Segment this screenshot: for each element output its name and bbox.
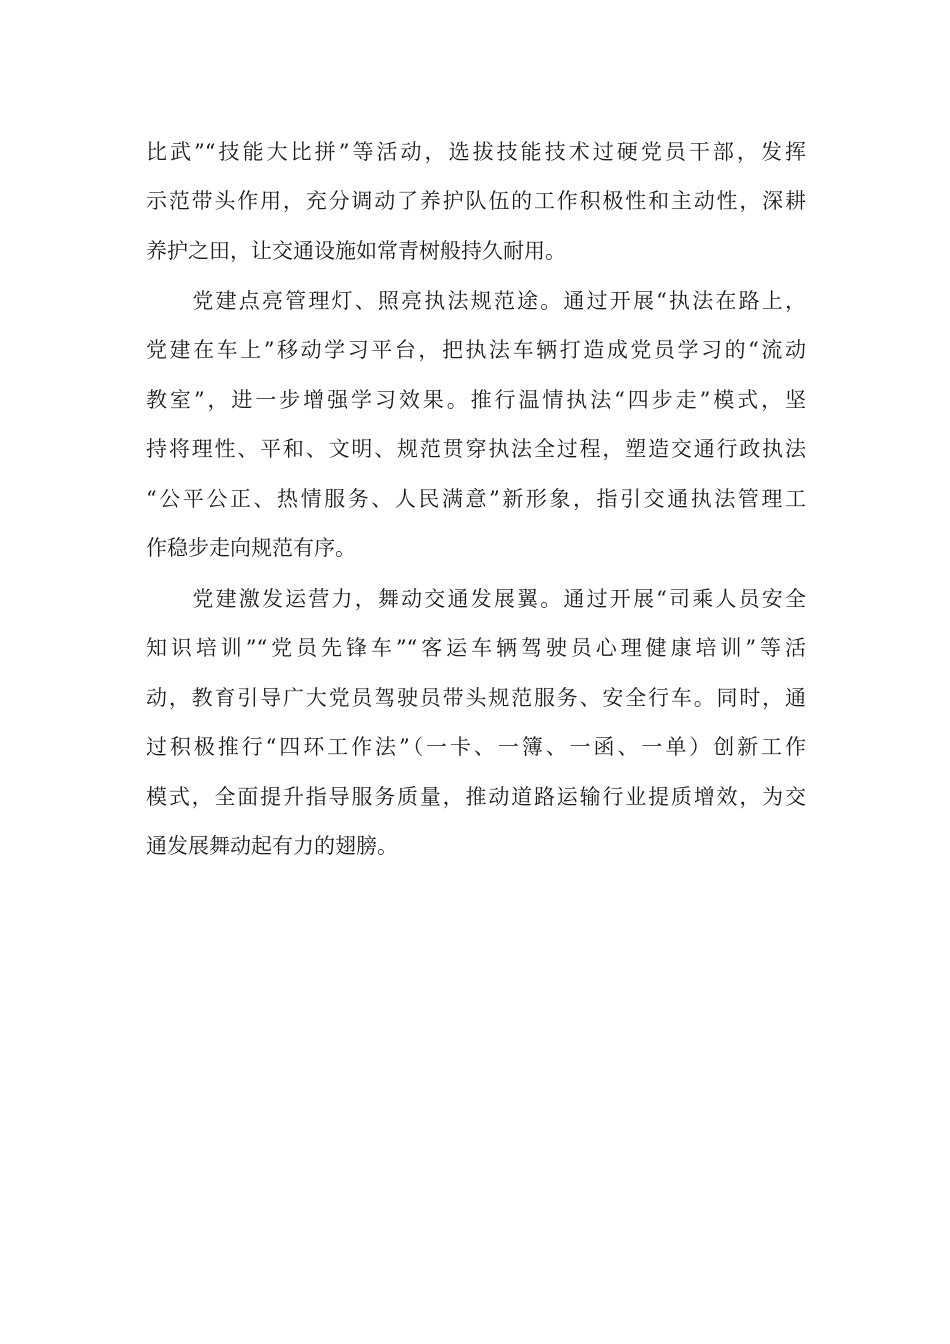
paragraph-2-line-1: 党建点亮管理灯、照亮执法规范途。通过开展“执法在路上， [146, 289, 806, 313]
paragraph-3-line-3: 动，教育引导广大党员驾驶员带头规范服务、安全行车。同时，通 [146, 686, 806, 710]
paragraph-3-line-4: 过积极推行“四环工作法”（一卡、一簿、一函、一单）创新工作 [146, 735, 806, 759]
paragraph-1-line-2: 示范带头作用，充分调动了养护队伍的工作积极性和主动性，深耕 [146, 189, 806, 213]
paragraph-2-line-3: 教室”，进一步增强学习效果。推行温情执法“四步走”模式，坚 [146, 388, 806, 412]
paragraph-3-line-6: 通发展舞动起有力的翅膀。 [146, 834, 398, 858]
paragraph-2-line-2: 党建在车上”移动学习平台，把执法车辆打造成党员学习的“流动 [146, 338, 806, 362]
paragraph-1-line-3: 养护之田，让交通设施如常青树般持久耐用。 [146, 239, 566, 263]
paragraph-3-line-1: 党建激发运营力，舞动交通发展翼。通过开展“司乘人员安全 [146, 587, 806, 611]
paragraph-2-line-5: “公平公正、热情服务、人民满意”新形象，指引交通执法管理工 [146, 487, 806, 511]
paragraph-3-line-2: 知识培训”“党员先锋车”“客运车辆驾驶员心理健康培训”等活 [146, 636, 806, 660]
paragraph-1-line-1: 比武”“技能大比拼”等活动，选拔技能技术过硬党员干部，发挥 [146, 140, 806, 164]
paragraph-2-line-6: 作稳步走向规范有序。 [146, 536, 356, 560]
paragraph-2-line-4: 持将理性、平和、文明、规范贯穿执法全过程，塑造交通行政执法 [146, 437, 806, 461]
paragraph-3-line-5: 模式，全面提升指导服务质量，推动道路运输行业提质增效，为交 [146, 785, 806, 809]
